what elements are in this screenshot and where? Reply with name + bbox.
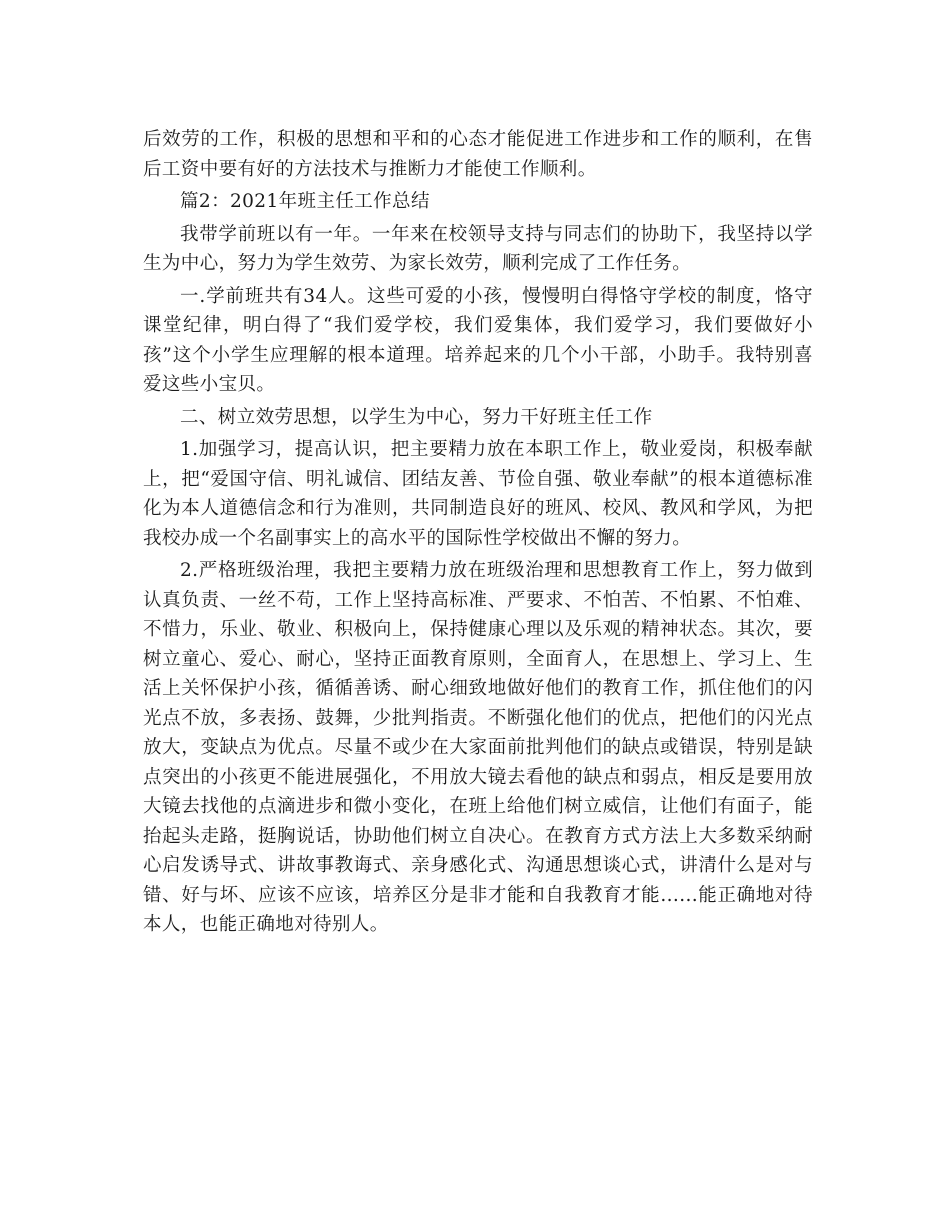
paragraph-5: 2.严格班级治理，我把主要精力放在班级治理和思想教育工作上，努力做到认真负责、一丝不苟，工作上坚持高标准、严要求、不怕苦、不怕累、不怕难、不惜力，乐业、敬业、积极向上，保持健康心理以及乐观的精神状态。其次，要树立童心、爱心、耐心，坚持正面教育原则，全面育人，在思想上、学习上、生活上关怀保护小孩，循循善诱、耐心细致地做好他们的教育工作，抓住他们的闪光点不放，多表扬、鼓舞，少批判指责。不断强化他们的优点，把他们的闪光点放大，变缺点为优点。尽量不或少在大家面前批判他们的缺点或错误，特别是缺点突出的小孩更不能进展强化，不用放大镜去看他的缺点和弱点，相反是要用放大镜去找他的点滴进步和微小变化，在班上给他们树立威信，让他们有面子，能抬起头走路，挺胸说话，协助他们树立自决心。在教育方式方法上大多数采纳耐心启发诱导式、讲故事教诲式、亲身感化式、沟通思想谈心式，讲清什么是对与错、好与坏、应该不应该，培养区分是非才能和自我教育才能......能正确地对待本人，也能正确地对待别人。 xyxy=(143,560,813,935)
subheading: 二、树立效劳思想，以学生为中心，努力干好班主任工作 xyxy=(180,406,653,428)
paragraph-3: 一.学前班共有34人。这些可爱的小孩，慢慢明白得恪守学校的制度，恪守课堂纪律，明白得了“我们爱学校，我们爱集体，我们爱学习，我们要做好小孩”这个小学生应理解的根本道理。培养起来的几个小干部，小助手。我特别喜爱这些小宝贝。 xyxy=(143,285,813,395)
paragraph-2: 我带学前班以有一年。一年来在校领导支持与同志们的协助下，我坚持以学生为中心，努力为学生效劳、为家长效劳，顺利完成了工作任务。 xyxy=(143,223,813,274)
section-heading: 篇2：2021年班主任工作总结 xyxy=(180,191,430,212)
document-body xyxy=(143,125,813,943)
paragraph-1: 后效劳的工作，积极的思想和平和的心态才能促进工作进步和工作的顺利，在售后工资中要有好的方法技术与推断力才能使工作顺利。 xyxy=(143,129,813,180)
paragraph-4: 1.加强学习，提高认识，把主要精力放在本职工作上，敬业爱岗，积极奉献上，把“爱国守信、明礼诚信、团结友善、节俭自强、敬业奉献”的根本道德标准化为本人道德信念和行为准则，共同制造良好的班风、校风、教风和学风，为把我校办成一个名副事实上的高水平的国际性学校做出不懈的努力。 xyxy=(143,439,813,549)
